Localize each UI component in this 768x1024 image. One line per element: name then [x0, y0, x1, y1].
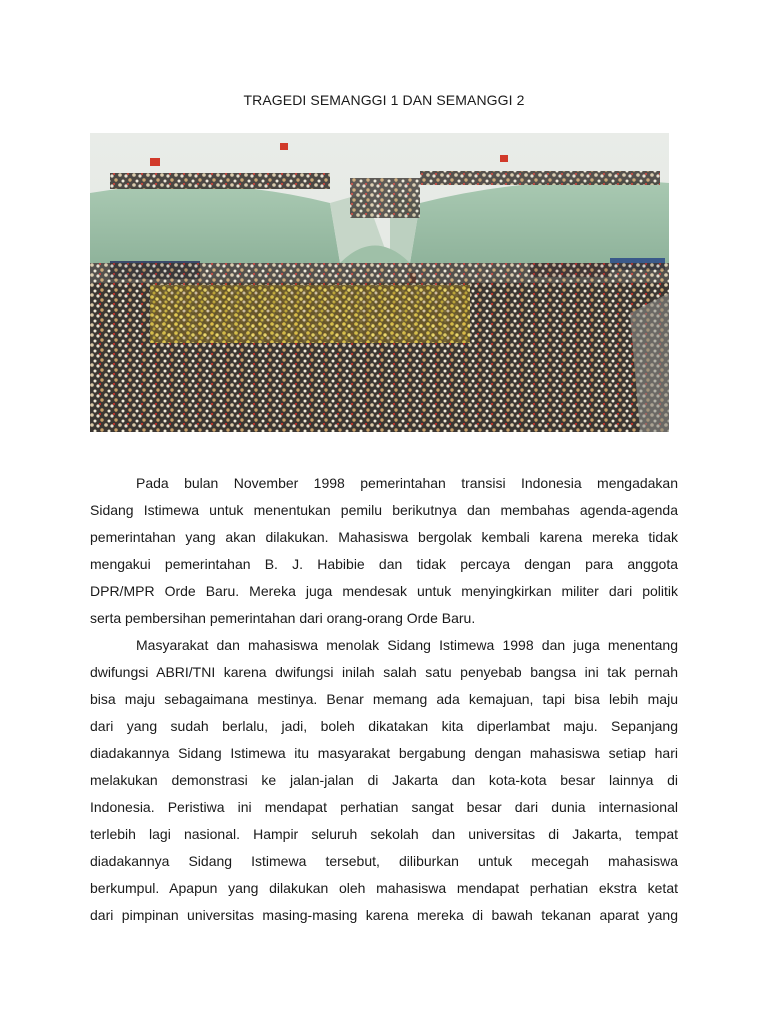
text-line: Masyarakat dan mahasiswa menolak Sidang Istimewa 1998 dan juga menentang	[136, 637, 678, 653]
text-line: diadakannya Sidang Istimewa tersebut, diliburkan untuk mecegah mahasiswa	[90, 853, 678, 869]
text-line: mengakui pemerintahan B. J. Habibie dan tidak percaya dengan para anggota	[90, 556, 678, 572]
text-line: Indonesia. Peristiwa ini mendapat perhatian sangat besar dari dunia internasional	[90, 799, 678, 815]
paragraph-2	[90, 632, 678, 929]
paragraph-1	[90, 470, 678, 632]
text-line: DPR/MPR Orde Baru. Mereka juga mendesak untuk menyingkirkan militer dari politik	[90, 583, 678, 599]
page-title: TRAGEDI SEMANGGI 1 DAN SEMANGGI 2	[243, 92, 525, 108]
text-line: melakukan demonstrasi ke jalan-jalan di Jakarta dan kota-kota besar lainnya di	[90, 772, 678, 788]
protest-photo	[90, 133, 669, 432]
text-line: berkumpul. Apapun yang dilakukan oleh mahasiswa mendapat perhatian ekstra ketat	[90, 880, 678, 896]
text-line: dwifungsi ABRI/TNI karena dwifungsi inilah salah satu penyebab bangsa ini tak pernah	[90, 664, 678, 680]
text-line: Sidang Istimewa untuk menentukan pemilu berikutnya dan membahas agenda-agenda	[90, 502, 678, 518]
text-line: dari yang sudah berlalu, jadi, boleh dikatakan kita diperlambat maju. Sepanjang	[90, 718, 678, 734]
text-line: terlebih lagi nasional. Hampir seluruh sekolah dan universitas di Jakarta, tempat	[90, 826, 678, 842]
body-text	[90, 470, 678, 929]
text-line: diadakannya Sidang Istimewa itu masyarakat bergabung dengan mahasiswa setiap hari	[90, 745, 678, 761]
text-line: bisa maju sebagaimana mestinya. Benar memang ada kemajuan, tapi bisa lebih maju	[90, 691, 678, 707]
text-line: dari pimpinan universitas masing-masing karena mereka di bawah tekanan aparat yang	[90, 907, 678, 923]
text-line: pemerintahan yang akan dilakukan. Mahasiswa bergolak kembali karena mereka tidak	[90, 529, 678, 545]
text-line: Pada bulan November 1998 pemerintahan transisi Indonesia mengadakan	[136, 475, 678, 491]
text-line: serta pembersihan pemerintahan dari orang-orang Orde Baru.	[90, 610, 476, 626]
